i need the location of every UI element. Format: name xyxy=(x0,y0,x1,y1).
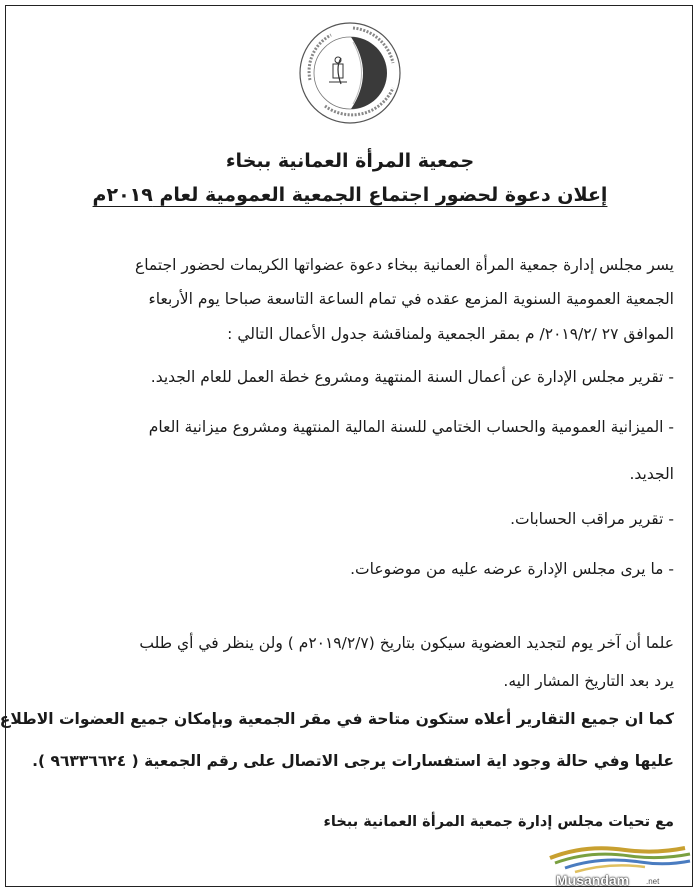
announcement-title xyxy=(0,184,700,206)
intro-line: الموافق ٢٧ /٢٠١٩/٢/ م بمقر الجمعية ولمناقشة جدول الأعمال التالي : xyxy=(227,325,674,343)
note-line: يرد بعد التاريخ المشار اليه. xyxy=(503,672,674,690)
bold-note-line: عليها وفي حالة وجود اية استفسارات يرجى الاتصال على رقم الجمعية ( ٩٦٣٣٦٦٢٤ ). xyxy=(32,752,674,770)
intro-line: الجمعية العمومية السنوية المزمع عقده في تمام الساعة التاسعة صباحا يوم الأربعاء xyxy=(148,290,674,308)
watermark-suffix: .net xyxy=(646,877,660,886)
association-logo xyxy=(295,18,405,128)
agenda-item: الجديد. xyxy=(629,465,674,483)
agenda-item: - ما يرى مجلس الإدارة عرضه عليه من موضوعات. xyxy=(350,560,674,578)
agenda-item: - تقرير مراقب الحسابات. xyxy=(510,510,674,528)
bold-note-line: كما ان جميع التقارير أعلاه ستكون متاحة في مقر الجمعية وبإمكان جميع العضوات الاطلاع xyxy=(0,710,674,728)
agenda-item: - الميزانية العمومية والحساب الختامي للسنة المالية المنتهية ومشروع ميزانية العام xyxy=(148,418,674,436)
announcement-text: إعلان دعوة لحضور اجتماع الجمعية العمومية لعام ٢٠١٩م xyxy=(92,184,608,206)
note-line: علما أن آخر يوم لتجديد العضوية سيكون بتاريخ (٢٠١٩/٢/٧م ) ولن ينظر في أي طلب xyxy=(139,634,674,652)
intro-line: يسر مجلس إدارة جمعية المرأة العمانية ببخاء دعوة عضواتها الكريمات لحضور اجتماع xyxy=(134,256,674,274)
agenda-item: - تقرير مجلس الإدارة عن أعمال السنة المنتهية ومشروع خطة العمل للعام الجديد. xyxy=(150,368,674,386)
watermark-site: Musandam xyxy=(556,872,630,888)
organization-title: جمعية المرأة العمانية ببخاء xyxy=(225,150,475,172)
signature: مع تحيات مجلس إدارة جمعية المرأة العمانية ببخاء xyxy=(323,814,674,830)
